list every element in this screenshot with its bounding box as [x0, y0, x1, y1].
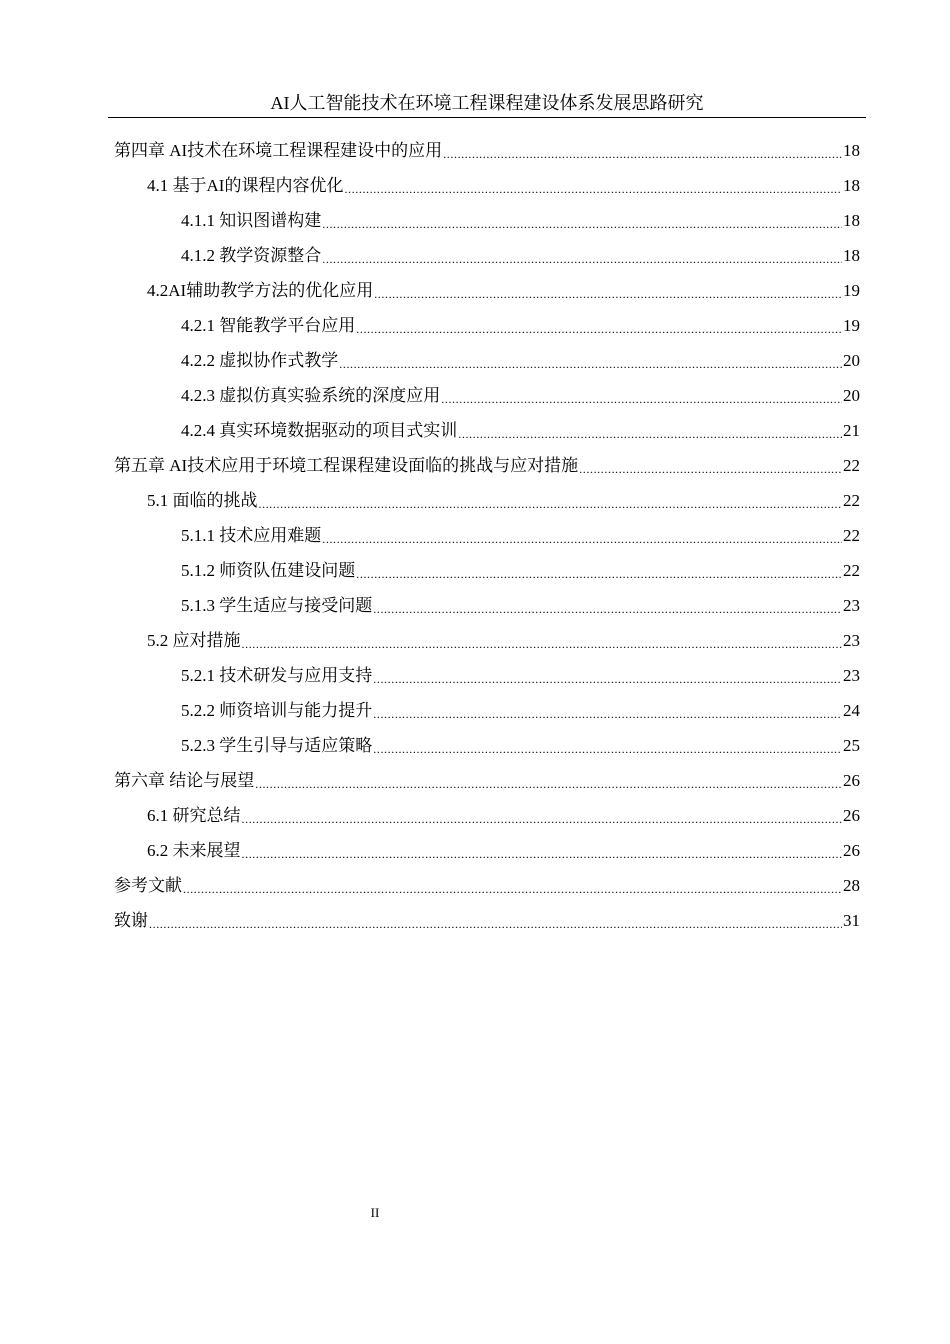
toc-entry-page: 22	[843, 526, 860, 545]
toc-entry-title: 4.1.2 教学资源整合	[181, 246, 322, 265]
toc-entry-title: 6.1 研究总结	[147, 806, 241, 825]
toc-entry-title: 第四章 AI技术在环境工程课程建设中的应用	[114, 141, 443, 160]
toc-entry[interactable]	[0, 796, 860, 831]
toc-entry-page: 22	[843, 561, 860, 580]
toc-entry-page: 22	[843, 491, 860, 510]
toc-entry[interactable]	[0, 376, 860, 411]
toc-leader-dots	[356, 322, 842, 336]
toc-entry-title: 5.1.3 学生适应与接受问题	[181, 596, 373, 615]
toc-entry-page: 19	[843, 316, 860, 335]
toc-leader-dots	[259, 497, 843, 511]
toc-entry-title: 4.2.3 虚拟仿真实验系统的深度应用	[181, 386, 441, 405]
toc-entry-page: 23	[843, 631, 860, 650]
toc-leader-dots	[441, 392, 842, 406]
toc-entry-page: 21	[843, 421, 860, 440]
toc-leader-dots	[458, 427, 842, 441]
table-of-contents	[0, 131, 950, 936]
toc-entry-page: 26	[843, 806, 860, 825]
toc-entry-title: 5.2.1 技术研发与应用支持	[181, 666, 373, 685]
toc-entry-page: 20	[843, 351, 860, 370]
toc-entry-title: 第五章 AI技术应用于环境工程课程建设面临的挑战与应对措施	[114, 456, 579, 475]
toc-entry-title: 5.1.1 技术应用难题	[181, 526, 322, 545]
toc-entry-title: 5.1.2 师资队伍建设问题	[181, 561, 356, 580]
page-number: II	[370, 1205, 380, 1220]
header-rule	[108, 117, 866, 118]
toc-leader-dots	[183, 882, 842, 896]
toc-entry[interactable]	[0, 621, 860, 656]
toc-entry[interactable]	[0, 306, 860, 341]
toc-leader-dots	[322, 217, 842, 231]
toc-entry-page: 26	[843, 841, 860, 860]
toc-entry[interactable]	[0, 131, 860, 166]
toc-leader-dots	[356, 567, 842, 581]
toc-entry[interactable]	[0, 516, 860, 551]
toc-entry-page: 20	[843, 386, 860, 405]
toc-leader-dots	[443, 147, 842, 161]
toc-leader-dots	[373, 602, 842, 616]
toc-entry[interactable]	[0, 586, 860, 621]
toc-entry-page: 18	[843, 176, 860, 195]
toc-entry-title: 6.2 未来展望	[147, 841, 241, 860]
toc-entry[interactable]	[0, 761, 860, 796]
toc-leader-dots	[344, 182, 842, 196]
toc-entry[interactable]	[0, 831, 860, 866]
toc-entry-title: 5.1 面临的挑战	[147, 491, 258, 510]
toc-entry-title: 4.2.1 智能教学平台应用	[181, 316, 356, 335]
toc-entry-page: 24	[843, 701, 860, 720]
toc-entry-page: 18	[843, 141, 860, 160]
toc-entry[interactable]	[0, 901, 860, 936]
toc-entry-page: 23	[843, 666, 860, 685]
toc-entry-title: 4.2AI辅助教学方法的优化应用	[147, 281, 374, 300]
toc-entry[interactable]	[0, 411, 860, 446]
toc-entry-title: 4.1 基于AI的课程内容优化	[147, 176, 344, 195]
toc-entry-page: 26	[843, 771, 860, 790]
toc-entry-title: 第六章 结论与展望	[114, 771, 255, 790]
toc-entry-page: 23	[843, 596, 860, 615]
toc-entry[interactable]	[0, 866, 860, 901]
toc-leader-dots	[373, 672, 842, 686]
toc-entry[interactable]	[0, 481, 860, 516]
toc-entry-title: 5.2.3 学生引导与适应策略	[181, 736, 373, 755]
toc-leader-dots	[242, 847, 843, 861]
toc-entry-title: 参考文献	[114, 876, 182, 895]
toc-entry-page: 18	[843, 246, 860, 265]
toc-entry-title: 致谢	[114, 911, 148, 930]
toc-entry[interactable]	[0, 726, 860, 761]
toc-entry-title: 4.2.4 真实环境数据驱动的项目式实训	[181, 421, 458, 440]
toc-leader-dots	[373, 707, 842, 721]
toc-leader-dots	[242, 637, 843, 651]
toc-entry[interactable]	[0, 166, 860, 201]
toc-leader-dots	[339, 357, 842, 371]
toc-leader-dots	[374, 287, 842, 301]
toc-entry-title: 4.2.2 虚拟协作式教学	[181, 351, 339, 370]
toc-leader-dots	[322, 532, 842, 546]
toc-entry-title: 5.2 应对措施	[147, 631, 241, 650]
toc-entry-title: 5.2.2 师资培训与能力提升	[181, 701, 373, 720]
toc-entry[interactable]	[0, 446, 860, 481]
toc-leader-dots	[373, 742, 842, 756]
toc-entry-page: 18	[843, 211, 860, 230]
toc-leader-dots	[322, 252, 842, 266]
toc-entry[interactable]	[0, 236, 860, 271]
toc-entry[interactable]	[0, 551, 860, 586]
toc-entry-page: 25	[843, 736, 860, 755]
toc-leader-dots	[242, 812, 843, 826]
toc-leader-dots	[255, 777, 842, 791]
toc-entry[interactable]	[0, 201, 860, 236]
toc-entry[interactable]	[0, 341, 860, 376]
toc-leader-dots	[149, 917, 842, 931]
toc-entry-page: 28	[843, 876, 860, 895]
toc-entry[interactable]	[0, 691, 860, 726]
running-header: AI人工智能技术在环境工程课程建设体系发展思路研究	[270, 93, 704, 113]
toc-entry[interactable]	[0, 656, 860, 691]
toc-entry-title: 4.1.1 知识图谱构建	[181, 211, 322, 230]
toc-entry-page: 31	[843, 911, 860, 930]
toc-entry-page: 22	[843, 456, 860, 475]
toc-entry-page: 19	[843, 281, 860, 300]
toc-leader-dots	[579, 462, 842, 476]
toc-entry[interactable]	[0, 271, 860, 306]
